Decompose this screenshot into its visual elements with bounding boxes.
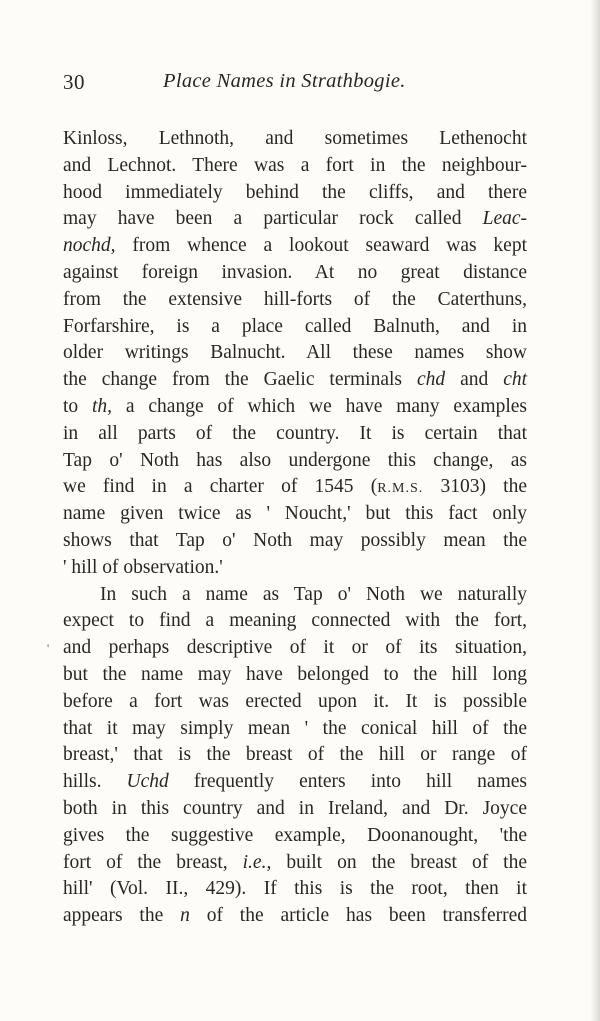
- text-line: [63, 582, 527, 609]
- italic-text: chd: [416, 369, 446, 391]
- text-line: [63, 180, 527, 207]
- text-line: [63, 662, 527, 689]
- text-run: that it may simply mean ' the conical hill of the: [63, 717, 527, 739]
- text-run: hood immediately behind the cliffs, and there: [63, 181, 527, 203]
- text-run: may have been a particular rock called: [63, 208, 483, 230]
- text-line: [63, 823, 527, 850]
- text-line: [63, 742, 527, 769]
- italic-text: nochd,: [63, 235, 116, 257]
- text-line: [63, 769, 527, 796]
- italic-text: Leac-: [482, 208, 527, 230]
- margin-mark: ': [47, 641, 50, 655]
- text-run: against foreign invasion. At no great distance: [63, 261, 527, 283]
- text-run: ' hill of observation.': [63, 556, 223, 578]
- italic-text: n: [180, 905, 190, 927]
- text-line: [63, 287, 527, 314]
- text-run: before a fort was erected upon it. It is possible: [63, 690, 527, 712]
- text-line: [63, 448, 527, 475]
- text-line: [63, 421, 527, 448]
- body-text: [63, 126, 527, 930]
- text-run: and Lechnot. There was a fort in the neighbour-: [63, 154, 527, 176]
- text-run: and: [445, 369, 504, 391]
- page-edge-shadow: [590, 0, 600, 1021]
- text-run: and perhaps descriptive of it or of its situation,: [63, 637, 527, 659]
- text-run: hill' (Vol. II., 429). If this is the root, then it: [63, 878, 527, 900]
- text-run: built on the breast of the: [271, 851, 527, 873]
- text-run: older writings Balnucht. All these names show: [63, 342, 527, 364]
- text-run: Kinloss, Lethnoth, and sometimes Lethenocht: [63, 128, 527, 149]
- text-run: from whence a lookout seaward was kept: [115, 235, 527, 257]
- text-run: fort of the breast,: [63, 851, 243, 873]
- text-line: [63, 903, 527, 930]
- text-run: name given twice as ' Noucht,' but this fact only: [63, 503, 527, 525]
- text-run: 3103) the: [423, 476, 527, 498]
- text-run: we find in a charter of 1545 (: [63, 476, 378, 498]
- text-run: a change of which we have many examples: [112, 395, 528, 417]
- running-title: Place Names in Strathbogie.: [163, 70, 406, 92]
- text-run: in all parts of the country. It is certain that: [63, 422, 527, 444]
- italic-text: cht: [503, 369, 528, 391]
- text-run: breast,' that is the breast of the hill or range of: [63, 744, 527, 766]
- text-line: [63, 555, 527, 582]
- text-run: but the name may have belonged to the hill long: [63, 663, 527, 685]
- text-run: from the extensive hill-forts of the Caterthuns,: [63, 288, 527, 310]
- text-line: [63, 314, 527, 341]
- text-line: [63, 126, 527, 153]
- text-line: [63, 528, 527, 555]
- text-line: [63, 876, 527, 903]
- text-run: of the article has been transferred: [189, 905, 528, 927]
- text-run: Tap o' Noth has also undergone this change, as: [63, 449, 527, 471]
- text-line: [63, 474, 527, 501]
- text-line: [63, 206, 527, 233]
- text-line: [63, 367, 527, 394]
- text-run: gives the suggestive example, Doonanought, 'the: [63, 824, 527, 846]
- text-line: [63, 340, 527, 367]
- text-line: [63, 260, 527, 287]
- text-run: both in this country and in Ireland, and Dr. Joyce: [63, 797, 527, 819]
- text-run: the change from the Gaelic terminals: [63, 369, 417, 391]
- text-line: [63, 608, 527, 635]
- text-run: appears the: [63, 905, 181, 927]
- text-run: In such a name as Tap o' Noth we naturally: [100, 583, 527, 605]
- italic-text: th,: [92, 395, 113, 417]
- text-line: [63, 796, 527, 823]
- italic-text: Uchd: [126, 771, 169, 793]
- text-line: [63, 233, 527, 260]
- text-line: [63, 153, 527, 180]
- text-run: shows that Tap o' Noth may possibly mean the: [63, 529, 527, 551]
- text-run: frequently enters into hill names: [168, 771, 527, 793]
- small-caps-text: R.M.S.: [377, 481, 424, 497]
- text-line: [63, 635, 527, 662]
- running-header: [63, 70, 533, 100]
- text-run: hills.: [63, 771, 127, 793]
- text-line: [63, 501, 527, 528]
- text-run: Forfarshire, is a place called Balnuth, and in: [63, 315, 527, 337]
- text-line: [63, 689, 527, 716]
- text-line: [63, 850, 527, 877]
- text-line: [63, 716, 527, 743]
- italic-text: i.e.,: [242, 851, 272, 873]
- page-number: 30: [63, 70, 85, 94]
- text-line: [63, 394, 527, 421]
- text-run: to: [63, 395, 93, 417]
- text-run: expect to find a meaning connected with the fort,: [63, 610, 527, 632]
